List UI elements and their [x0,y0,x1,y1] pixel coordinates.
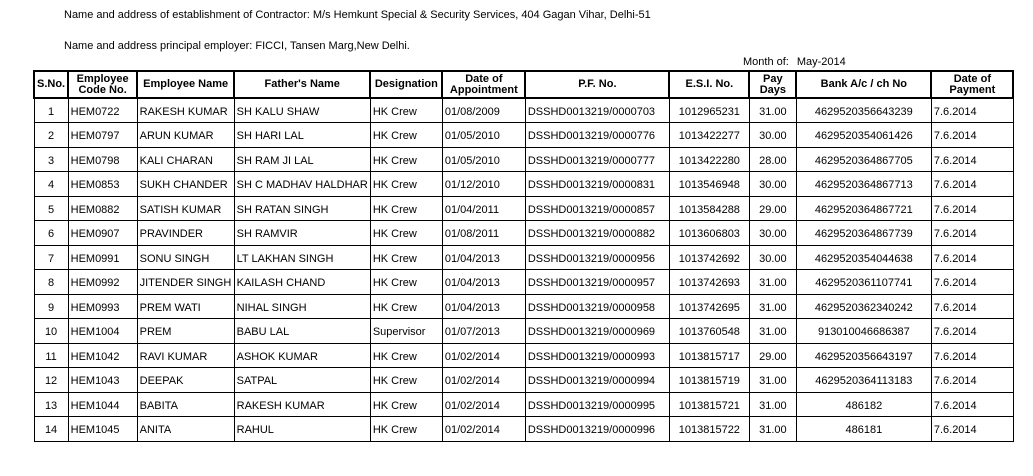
cell-code: HEM0993 [68,294,137,319]
cell-name: PRAVINDER [137,221,234,246]
employer-line [64,40,410,52]
cell-designation: HK Crew [370,172,442,197]
cell-sno: 11 [34,343,68,368]
cell-pf: DSSHD0013219/0000777 [525,147,669,172]
col-code: Employee Code No. [68,71,137,98]
cell-payment: 7.6.2014 [931,343,1013,368]
cell-esi: 1013742695 [669,294,749,319]
cell-code: HEM1044 [68,392,137,417]
cell-bank: 4629520364113183 [796,368,931,393]
cell-father: SH KALU SHAW [234,98,370,123]
cell-name: PREM WATI [137,294,234,319]
table-row [34,172,1013,197]
cell-designation: HK Crew [370,196,442,221]
cell-father: LT LAKHAN SINGH [234,245,370,270]
cell-pf: DSSHD0013219/0000957 [525,270,669,295]
cell-designation: HK Crew [370,221,442,246]
cell-father: SH HARI LAL [234,123,370,148]
cell-appointment: 01/05/2010 [442,147,525,172]
cell-pay-days: 30.00 [749,221,796,246]
cell-payment: 7.6.2014 [931,245,1013,270]
cell-esi: 1013815721 [669,392,749,417]
cell-code: HEM0798 [68,147,137,172]
cell-pf: DSSHD0013219/0000831 [525,172,669,197]
cell-pay-days: 29.00 [749,196,796,221]
cell-sno: 13 [34,392,68,417]
cell-name: ARUN KUMAR [137,123,234,148]
table-row [34,294,1013,319]
table-row [34,98,1013,123]
cell-bank: 4629520354044638 [796,245,931,270]
cell-code: HEM0797 [68,123,137,148]
col-bank: Bank A/c / ch No [796,71,931,98]
table-row [34,319,1013,344]
cell-name: RAVI KUMAR [137,343,234,368]
cell-bank: 4629520361107741 [796,270,931,295]
cell-appointment: 01/04/2013 [442,245,525,270]
cell-sno: 7 [34,245,68,270]
employer-label: Name and address principal employer: [64,40,253,52]
cell-payment: 7.6.2014 [931,98,1013,123]
wage-register-table [33,70,1014,442]
cell-pf: DSSHD0013219/0000996 [525,417,669,442]
cell-appointment: 01/02/2014 [442,368,525,393]
cell-appointment: 01/07/2013 [442,319,525,344]
cell-bank: 913010046686387 [796,319,931,344]
cell-esi: 1013815722 [669,417,749,442]
cell-bank: 4629520364867705 [796,147,931,172]
cell-name: JITENDER SINGH [137,270,234,295]
cell-pay-days: 31.00 [749,368,796,393]
cell-payment: 7.6.2014 [931,196,1013,221]
cell-bank: 4629520354061426 [796,123,931,148]
table-header-row [34,71,1013,98]
cell-code: HEM0907 [68,221,137,246]
cell-sno: 10 [34,319,68,344]
cell-father: KAILASH CHAND [234,270,370,295]
cell-appointment: 01/04/2013 [442,294,525,319]
cell-code: HEM0722 [68,98,137,123]
cell-code: HEM1045 [68,417,137,442]
cell-sno: 5 [34,196,68,221]
table-row [34,123,1013,148]
cell-father: RAKESH KUMAR [234,392,370,417]
cell-sno: 14 [34,417,68,442]
table-row [34,147,1013,172]
cell-code: HEM0853 [68,172,137,197]
cell-esi: 1012965231 [669,98,749,123]
cell-code: HEM0882 [68,196,137,221]
cell-name: SUKH CHANDER [137,172,234,197]
cell-payment: 7.6.2014 [931,221,1013,246]
table-row [34,196,1013,221]
cell-sno: 2 [34,123,68,148]
cell-sno: 3 [34,147,68,172]
cell-pay-days: 31.00 [749,392,796,417]
cell-sno: 12 [34,368,68,393]
col-name: Employee Name [137,71,234,98]
cell-payment: 7.6.2014 [931,319,1013,344]
cell-bank: 4629520356643239 [796,98,931,123]
cell-payment: 7.6.2014 [931,368,1013,393]
cell-father: SATPAL [234,368,370,393]
table-row [34,392,1013,417]
cell-pay-days: 30.00 [749,245,796,270]
cell-esi: 1013815719 [669,368,749,393]
cell-name: ANITA [137,417,234,442]
cell-sno: 6 [34,221,68,246]
cell-pf: DSSHD0013219/0000994 [525,368,669,393]
cell-pf: DSSHD0013219/0000956 [525,245,669,270]
cell-esi: 1013760548 [669,319,749,344]
cell-father: BABU LAL [234,319,370,344]
table-row [34,270,1013,295]
cell-sno: 4 [34,172,68,197]
cell-bank: 4629520364867713 [796,172,931,197]
cell-appointment: 01/12/2010 [442,172,525,197]
cell-code: HEM1042 [68,343,137,368]
cell-pf: DSSHD0013219/0000882 [525,221,669,246]
table-row [34,417,1013,442]
col-esi: E.S.I. No. [669,71,749,98]
cell-pay-days: 29.00 [749,343,796,368]
cell-esi: 1013422277 [669,123,749,148]
cell-esi: 1013606803 [669,221,749,246]
cell-appointment: 01/04/2013 [442,270,525,295]
table-row [34,221,1013,246]
table-row [34,343,1013,368]
employer-value: FICCI, Tansen Marg,New Delhi. [255,40,410,52]
col-appointment: Date of Appointment [442,71,525,98]
cell-pay-days: 30.00 [749,172,796,197]
month-line [743,56,846,68]
cell-father: ASHOK KUMAR [234,343,370,368]
contractor-label: Name and address of establishment of Contractor: [64,9,310,21]
cell-father: SH RATAN SINGH [234,196,370,221]
cell-pf: DSSHD0013219/0000857 [525,196,669,221]
cell-father: SH RAMVIR [234,221,370,246]
cell-payment: 7.6.2014 [931,172,1013,197]
table-row [34,368,1013,393]
cell-pf: DSSHD0013219/0000969 [525,319,669,344]
cell-bank: 4629520356643197 [796,343,931,368]
cell-pf: DSSHD0013219/0000993 [525,343,669,368]
cell-pf: DSSHD0013219/0000995 [525,392,669,417]
cell-pay-days: 31.00 [749,319,796,344]
cell-esi: 1013584288 [669,196,749,221]
cell-esi: 1013815717 [669,343,749,368]
cell-appointment: 01/02/2014 [442,417,525,442]
cell-pay-days: 31.00 [749,294,796,319]
cell-bank: 486182 [796,392,931,417]
cell-designation: HK Crew [370,245,442,270]
cell-name: DEEPAK [137,368,234,393]
table-row [34,245,1013,270]
month-label: Month of: [743,56,789,68]
cell-father: SH C MADHAV HALDHAR [234,172,370,197]
cell-payment: 7.6.2014 [931,392,1013,417]
cell-esi: 1013742692 [669,245,749,270]
cell-pf: DSSHD0013219/0000776 [525,123,669,148]
cell-name: SONU SINGH [137,245,234,270]
col-father: Father's Name [234,71,370,98]
cell-pay-days: 31.00 [749,417,796,442]
cell-payment: 7.6.2014 [931,417,1013,442]
cell-sno: 8 [34,270,68,295]
cell-designation: Supervisor [370,319,442,344]
cell-designation: HK Crew [370,392,442,417]
cell-esi: 1013546948 [669,172,749,197]
col-designation: Designation [370,71,442,98]
cell-sno: 1 [34,98,68,123]
cell-name: RAKESH KUMAR [137,98,234,123]
cell-code: HEM1004 [68,319,137,344]
cell-pay-days: 31.00 [749,98,796,123]
cell-pf: DSSHD0013219/0000703 [525,98,669,123]
cell-payment: 7.6.2014 [931,147,1013,172]
month-value: May-2014 [796,56,846,68]
cell-payment: 7.6.2014 [931,294,1013,319]
cell-name: PREM [137,319,234,344]
cell-designation: HK Crew [370,417,442,442]
cell-designation: HK Crew [370,270,442,295]
col-sno: S.No. [34,71,68,98]
cell-payment: 7.6.2014 [931,270,1013,295]
cell-esi: 1013742693 [669,270,749,295]
cell-appointment: 01/05/2010 [442,123,525,148]
col-payment: Date of Payment [931,71,1013,98]
cell-pay-days: 31.00 [749,270,796,295]
cell-sno: 9 [34,294,68,319]
cell-appointment: 01/02/2014 [442,392,525,417]
cell-designation: HK Crew [370,123,442,148]
cell-designation: HK Crew [370,294,442,319]
contractor-value: M/s Hemkunt Special & Security Services, 404 Gagan Vihar, Delhi-51 [312,9,651,21]
cell-designation: HK Crew [370,343,442,368]
cell-name: SATISH KUMAR [137,196,234,221]
cell-bank: 486181 [796,417,931,442]
cell-pay-days: 30.00 [749,123,796,148]
cell-code: HEM0992 [68,270,137,295]
cell-payment: 7.6.2014 [931,123,1013,148]
cell-bank: 4629520362340242 [796,294,931,319]
cell-bank: 4629520364867739 [796,221,931,246]
cell-pf: DSSHD0013219/0000958 [525,294,669,319]
cell-appointment: 01/02/2014 [442,343,525,368]
cell-father: NIHAL SINGH [234,294,370,319]
cell-code: HEM1043 [68,368,137,393]
col-pay-days: Pay Days [749,71,796,98]
col-pf: P.F. No. [525,71,669,98]
cell-appointment: 01/08/2011 [442,221,525,246]
contractor-line [64,9,651,21]
cell-code: HEM0991 [68,245,137,270]
cell-name: KALI CHARAN [137,147,234,172]
cell-appointment: 01/08/2009 [442,98,525,123]
cell-designation: HK Crew [370,368,442,393]
cell-father: SH RAM JI LAL [234,147,370,172]
cell-bank: 4629520364867721 [796,196,931,221]
cell-father: RAHUL [234,417,370,442]
cell-designation: HK Crew [370,147,442,172]
cell-appointment: 01/04/2011 [442,196,525,221]
cell-esi: 1013422280 [669,147,749,172]
cell-pay-days: 28.00 [749,147,796,172]
cell-name: BABITA [137,392,234,417]
cell-designation: HK Crew [370,98,442,123]
